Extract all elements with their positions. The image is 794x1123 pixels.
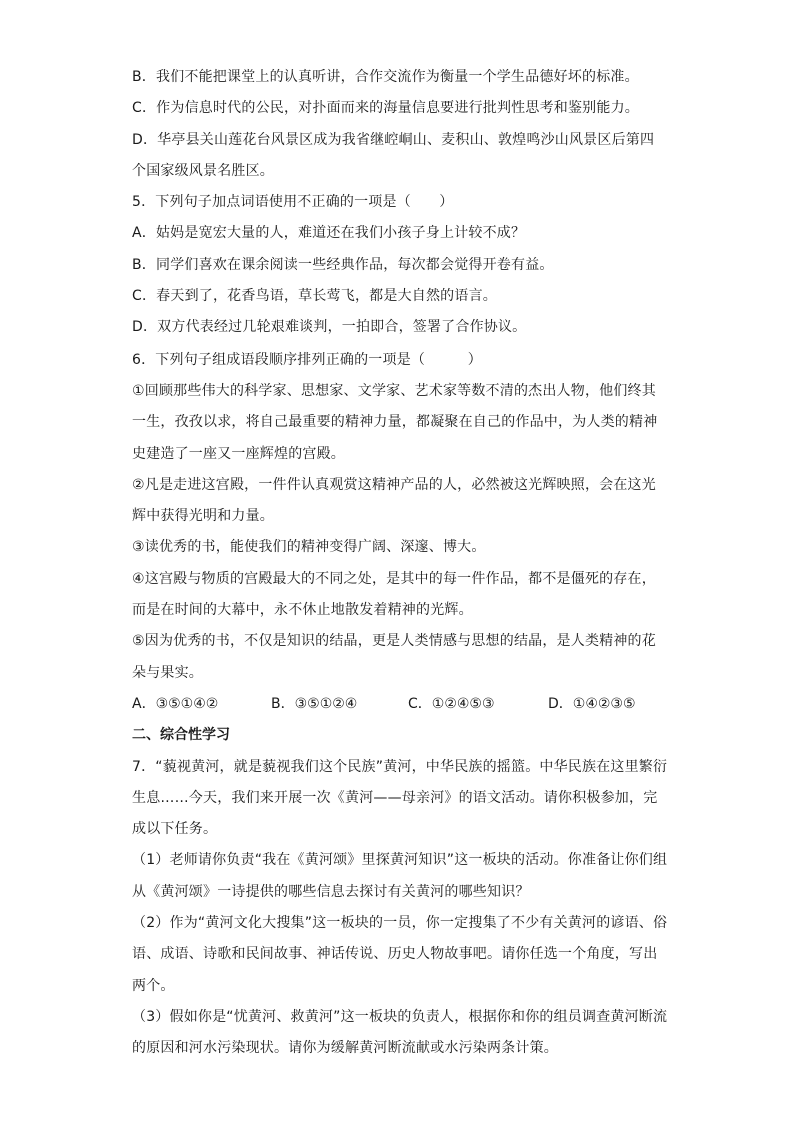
q5-option-b: B．同学们喜欢在课余阅读一些经典作品，每次都会觉得开卷有益。 <box>132 256 554 273</box>
q6-option-d: D．①④②③⑤ <box>548 695 636 712</box>
q6-sentence-1-line1: ①回顾那些伟大的科学家、思想家、文学家、艺术家等数不清的杰出人物，他们终其 <box>132 382 656 399</box>
q6-stem: 6．下列句子组成语段顺序排列正确的一项是（ ） <box>132 351 482 368</box>
q6-sentence-1-line3: 史建造了一座又一座辉煌的宫殿。 <box>132 445 345 462</box>
q4-option-b: B．我们不能把课堂上的认真听讲，合作交流作为衡量一个学生品德好坏的标准。 <box>132 69 639 85</box>
q5-option-d: D．双方代表经过几轮艰难谈判，一拍即合，签署了合作协议。 <box>132 319 527 336</box>
q6-option-a: A．③⑤①④② <box>132 695 219 712</box>
q6-sentence-4-line2: 而是在时间的大幕中，永不休止地散发着精神的光辉。 <box>132 602 473 619</box>
q6-sentence-5-line2: 朵与果实。 <box>132 664 203 681</box>
q4-option-d-line1: D．华亭县关山莲花台风景区成为我省继崆峒山、麦积山、敦煌鸣沙山风景区后第四 <box>132 131 655 148</box>
q7-part2-line3: 两个。 <box>132 977 175 994</box>
q6-option-b: B．③⑤①②④ <box>271 695 358 712</box>
q6-sentence-4-line1: ④这宫殿与物质的宫殿最大的不同之处，是其中的每一件作品，都不是僵死的存在， <box>132 570 656 587</box>
q6-options <box>132 689 664 720</box>
q5-option-c: C．春天到了，花香鸟语，草长莺飞，都是大自然的语言。 <box>132 288 497 305</box>
q7-part1-line1: （1）老师请你负责“我在《黄河颂》里探黄河知识”这一板块的活动。你准备让你们组 <box>132 852 668 869</box>
q6-sentence-2-line1: ②凡是走进这宫殿，一件件认真观赏这精神产品的人，必然被这光辉映照，会在这光 <box>132 476 656 493</box>
q7-intro-line3: 成以下任务。 <box>132 821 218 838</box>
q7-part3-line2: 的原因和河水污染现状。请你为缓解黄河断流献或水污染两条计策。 <box>132 1040 558 1057</box>
q7-intro-line1: 7．“藐视黄河，就是藐视我们这个民族”黄河，中华民族的摇篮。中华民族在这里繁衍 <box>132 758 668 775</box>
q6-sentence-5-line1: ⑤因为优秀的书，不仅是知识的结晶，更是人类情感与思想的结晶，是人类精神的花 <box>132 633 656 650</box>
q4-option-c: C．作为信息时代的公民，对扑面而来的海量信息要进行批判性思考和鉴别能力。 <box>132 100 639 117</box>
q5-option-a: A．姑妈是宽宏大量的人，难道还在我们小孩子身上计较不成？ <box>132 225 526 242</box>
section-heading: 二、综合性学习 <box>132 727 230 744</box>
q5-stem: 5．下列句子加点词语使用不正确的一项是（ ） <box>132 194 454 211</box>
q7-part2-line1: （2）作为“黄河文化大搜集”这一板块的一员，你一定搜集了不少有关黄河的谚语、俗 <box>132 915 668 932</box>
q7-intro-line2: 生息……今天，我们来开展一次《黄河——母亲河》的语文活动。请你积极参加，完 <box>132 789 658 806</box>
q6-option-c: C．①②④⑤③ <box>408 695 495 712</box>
q6-sentence-3: ③读优秀的书，能使我们的精神变得广阔、深邃、博大。 <box>132 539 486 556</box>
q7-part3-line1: （3）假如你是“忧黄河、救黄河”这一板块的负责人，根据你和你的组员调查黄河断流 <box>132 1008 668 1025</box>
q4-option-d-line2: 个国家级风景名胜区。 <box>132 162 274 179</box>
q7-part1-line2: 从《黄河颂》一诗提供的哪些信息去探讨有关黄河的哪些知识？ <box>132 883 530 900</box>
q6-sentence-2-line2: 辉中获得光明和力量。 <box>132 508 274 525</box>
q7-part2-line2: 语、成语、诗歌和民间故事、神话传说、历史人物故事吧。请你任选一个角度，写出 <box>132 946 658 963</box>
q6-sentence-1-line2: 一生，孜孜以求，将自己最重要的精神力量，都凝聚在自己的作品中，为人类的精神 <box>132 414 658 431</box>
